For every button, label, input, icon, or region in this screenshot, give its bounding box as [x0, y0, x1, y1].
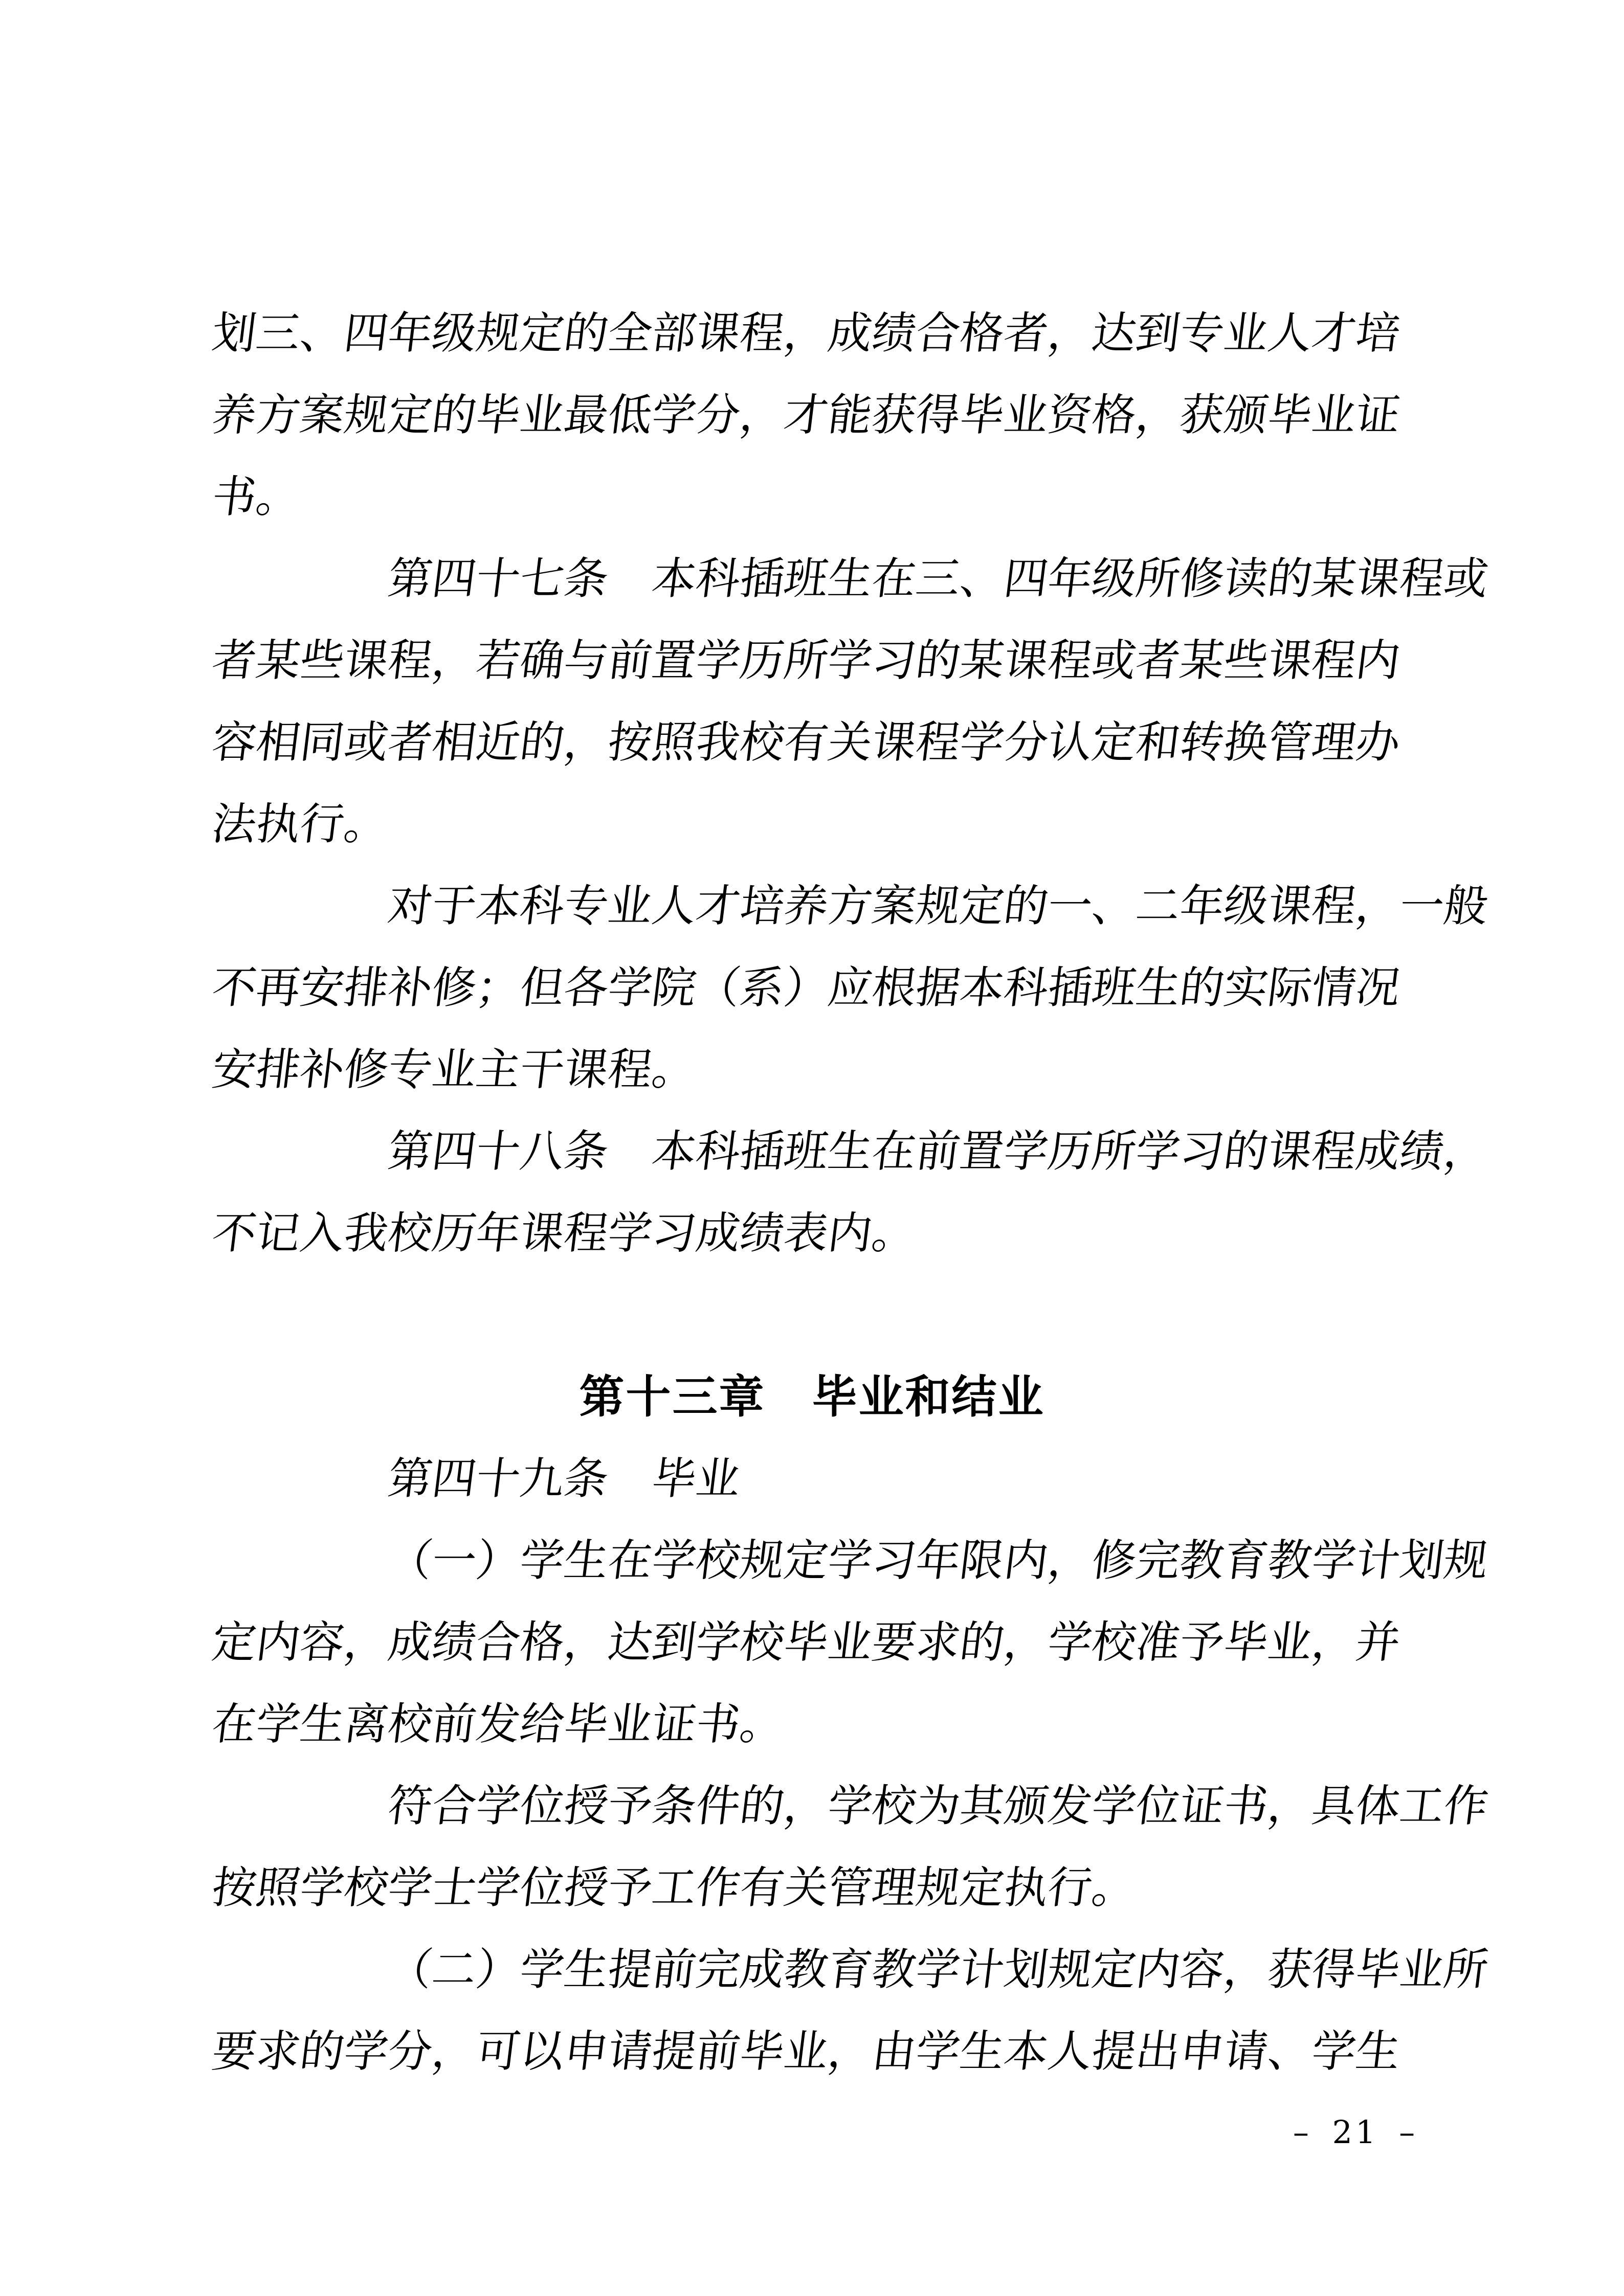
text-line	[212, 538, 1492, 620]
body-text-column	[209, 292, 1492, 2092]
text-line-glyphs: 第四十七条 本科插班生在三、四年级所修读的某课程或	[385, 553, 1492, 604]
text-line	[209, 456, 1412, 538]
text-line	[209, 292, 1412, 374]
text-line	[209, 1602, 1412, 1683]
text-line-glyphs: 划三、四年级规定的全部课程，成绩合格者，达到专业人才培	[209, 308, 1404, 359]
text-line	[209, 947, 1412, 1029]
text-line-glyphs: 对于本科专业人才培养方案规定的一、二年级课程，一般	[385, 881, 1492, 932]
body-text-block-top	[209, 292, 1492, 1274]
text-line	[212, 1438, 1412, 1520]
text-line-glyphs: 法执行。	[209, 799, 392, 850]
text-line-glyphs: 在学生离校前发给毕业证书。	[209, 1699, 788, 1750]
text-line-glyphs: 安排补修专业主干课程。	[209, 1044, 700, 1095]
text-line-glyphs: 书。	[209, 471, 304, 523]
body-text-block-bottom	[209, 1438, 1492, 2092]
chapter-heading: 第十三章 毕业和结业	[579, 1370, 1045, 1423]
text-line	[212, 1929, 1492, 2011]
text-line	[209, 702, 1412, 783]
text-line	[212, 1520, 1492, 1602]
text-line-glyphs: 不再安排补修；但各学院（系）应根据本科插班生的实际情况	[209, 962, 1404, 1014]
text-line	[209, 1029, 1412, 1111]
blank-line-spacer	[212, 1274, 1412, 1356]
text-line	[209, 374, 1412, 456]
text-line	[209, 1192, 1412, 1274]
page-number: – 21 –	[1293, 2113, 1418, 2151]
text-line-glyphs: （一）学生在学校规定学习年限内，修完教育教学计划规	[385, 1535, 1492, 1586]
text-line-glyphs: （二）学生提前完成教育教学计划规定内容，获得毕业所	[385, 1944, 1492, 1995]
text-line-glyphs: 按照学校学士学位授予工作有关管理规定执行。	[209, 1862, 1140, 1914]
text-line-glyphs: 养方案规定的毕业最低学分，才能获得毕业资格，获颁毕业证	[209, 390, 1404, 441]
text-line	[212, 1111, 1492, 1192]
text-line-glyphs: 第四十九条 毕业	[385, 1453, 744, 1504]
text-line	[209, 620, 1412, 702]
text-line	[212, 865, 1492, 947]
text-line-glyphs: 第四十八条 本科插班生在前置学历所学习的课程成绩，	[385, 1126, 1492, 1177]
text-line	[209, 1683, 1412, 1765]
text-line-glyphs: 符合学位授予条件的，学校为其颁发学位证书，具体工作	[385, 1781, 1492, 1832]
text-line-glyphs: 者某些课程，若确与前置学历所学习的某课程或者某些课程内	[209, 635, 1404, 686]
text-line-glyphs: 定内容，成绩合格，达到学校毕业要求的，学校准予毕业，并	[209, 1617, 1404, 1668]
text-line	[209, 783, 1412, 865]
text-line	[209, 2011, 1412, 2092]
text-line	[209, 1847, 1412, 1929]
text-line-glyphs: 不记入我校历年课程学习成绩表内。	[209, 1208, 920, 1259]
text-line-glyphs: 要求的学分，可以申请提前毕业，由学生本人提出申请、学生	[209, 2026, 1404, 2077]
text-line-glyphs: 容相同或者相近的，按照我校有关课程学分认定和转换管理办	[209, 717, 1404, 768]
text-line	[212, 1765, 1492, 1847]
